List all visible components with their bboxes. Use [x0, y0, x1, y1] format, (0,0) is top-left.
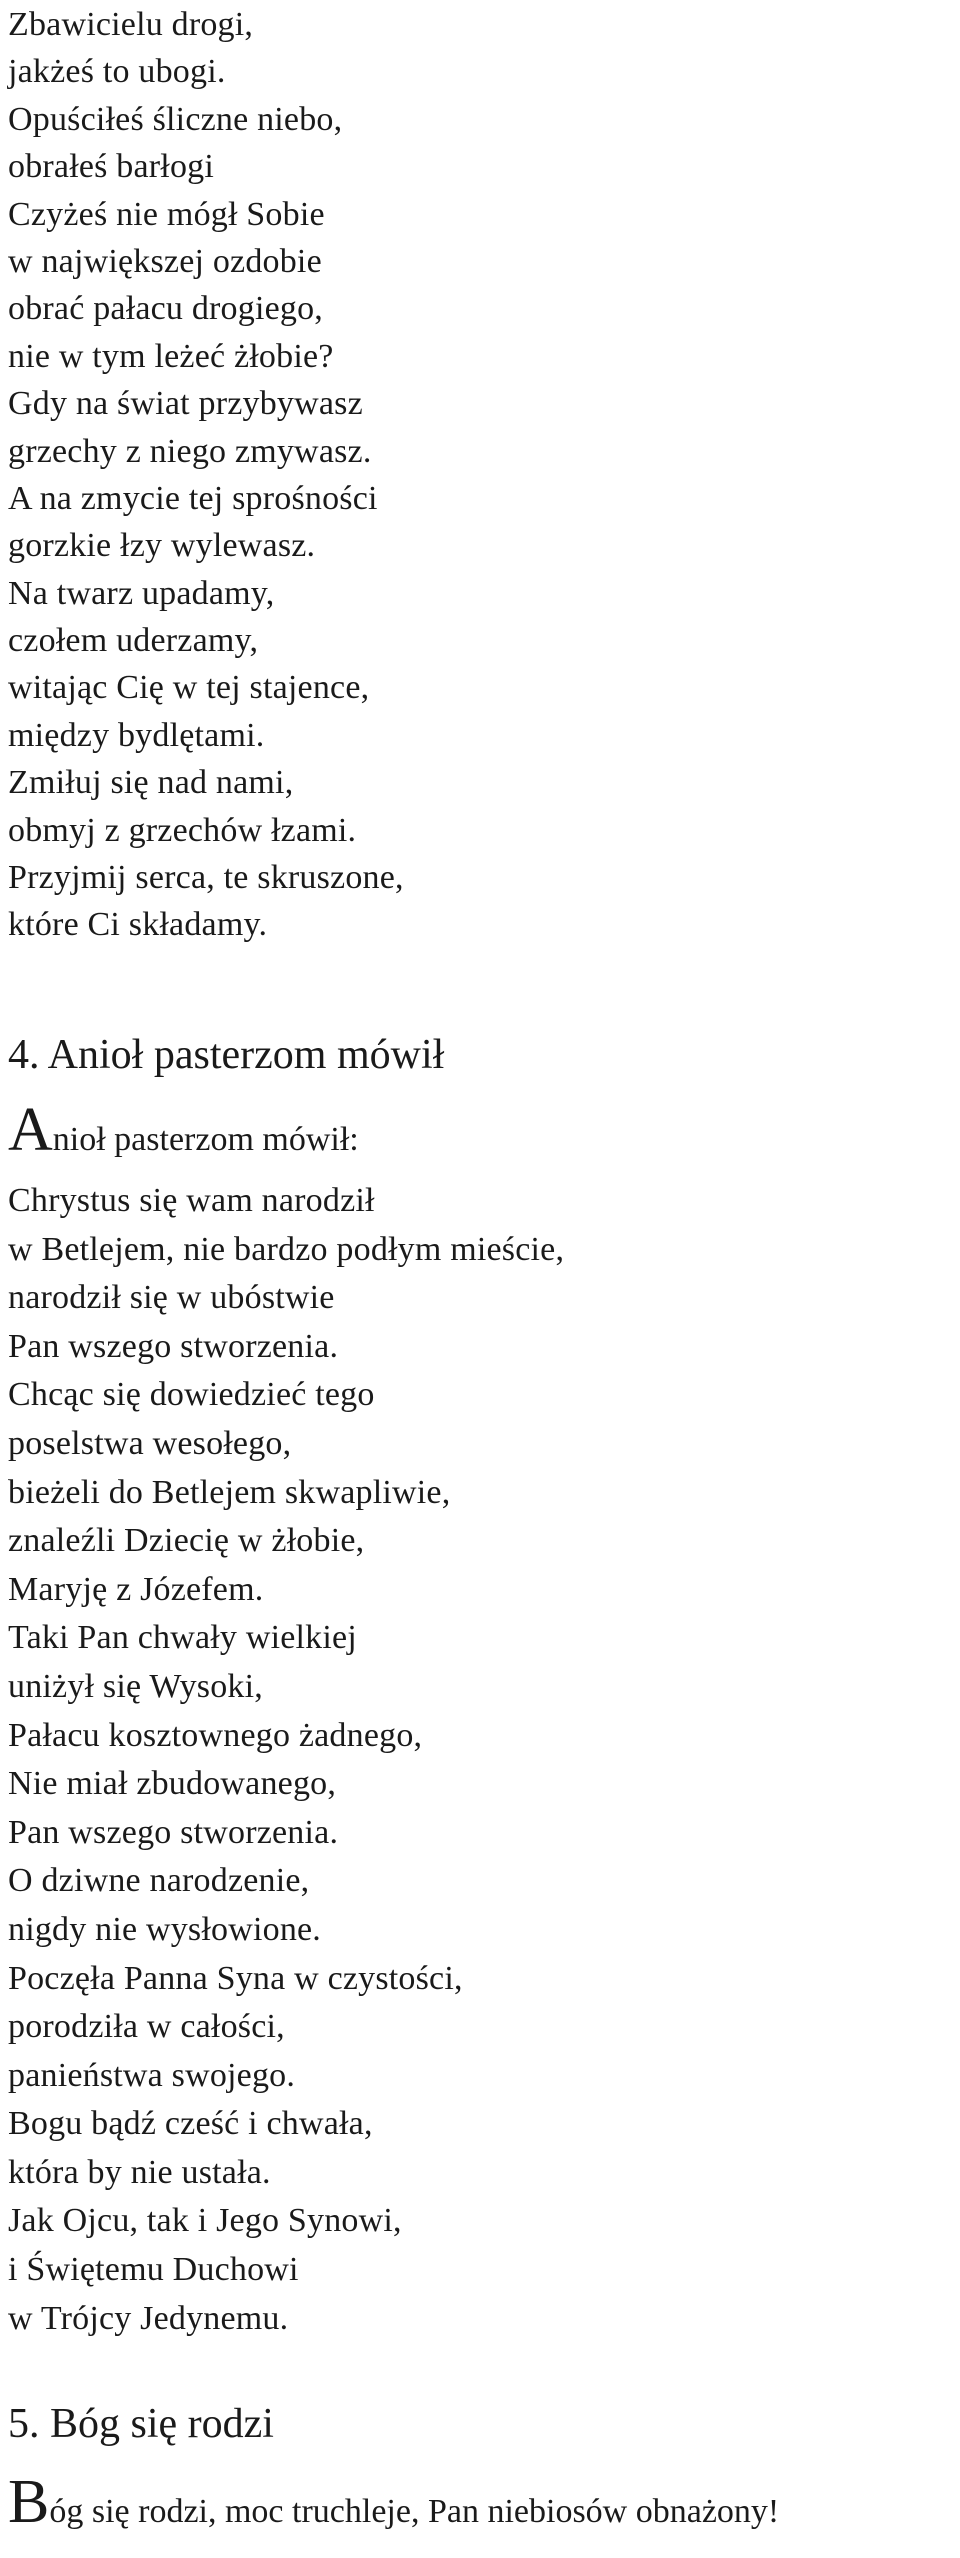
- lyric-line: jakżeś to ubogi.: [8, 53, 226, 91]
- lyric-line: w największej ozdobie: [8, 242, 322, 280]
- lyric-line: Gdy na świat przybywasz: [8, 385, 363, 423]
- lyric-line: grzechy z niego zmywasz.: [8, 432, 372, 470]
- lyric-line: i Świętemu Duchowi: [8, 2251, 299, 2289]
- lyric-line: znaleźli Dziecię w żłobie,: [8, 1522, 365, 1560]
- lyric-line: Maryję z Józefem.: [8, 1570, 264, 1608]
- song-4-title: 4. Anioł pasterzom mówił: [8, 1032, 445, 1078]
- lyric-line: które Ci składamy.: [8, 906, 268, 944]
- lyric-line: Na twarz upadamy,: [8, 574, 275, 612]
- lyric-line: Zbawicielu drogi,: [8, 6, 254, 43]
- lyric-line: Taki Pan chwały wielkiej: [8, 1619, 357, 1657]
- lyric-line: która by nie ustała.: [8, 2153, 271, 2191]
- stanza-previous-song: [8, 1, 404, 949]
- lyric-line: Pan wszego stworzenia.: [8, 1327, 339, 1365]
- song-4-lyrics: [8, 1177, 564, 2343]
- lyric-line: porodziła w całości,: [8, 2008, 285, 2046]
- song-5-title: 5. Bóg się rodzi: [8, 2401, 274, 2447]
- lyric-line: między bydlętami.: [8, 716, 265, 754]
- lyric-line: witając Cię w tej stajence,: [8, 669, 370, 707]
- lyric-line: Nie miał zbudowanego,: [8, 1765, 337, 1803]
- lyric-line: w Trójcy Jedynemu.: [8, 2299, 289, 2337]
- lyric-line: nie w tym leżeć żłobie?: [8, 337, 334, 375]
- lyric-line: nigdy nie wysłowione.: [8, 1910, 322, 1948]
- lyric-line: Opuściłeś śliczne niebo,: [8, 100, 343, 138]
- lyric-line: uniżył się Wysoki,: [8, 1667, 263, 1705]
- lyric-line: Chrystus się wam narodził: [8, 1182, 375, 1219]
- lyric-line: obmyj z grzechów łzami.: [8, 811, 357, 849]
- drop-cap-letter: A: [8, 1096, 53, 1164]
- drop-cap-letter: B: [8, 2468, 50, 2536]
- lyric-line: Poczęła Panna Syna w czystości,: [8, 1959, 463, 1997]
- lyric-line: Jak Ojcu, tak i Jego Synowi,: [8, 2202, 402, 2240]
- lyric-line: w Betlejem, nie bardzo podłym mieście,: [8, 1230, 565, 1268]
- first-line-text: nioł pasterzom mówił:: [52, 1121, 359, 1158]
- lyric-line: gorzkie łzy wylewasz.: [8, 527, 316, 565]
- lyric-line: bieżeli do Betlejem skwapliwie,: [8, 1473, 451, 1511]
- lyric-line: czołem uderzamy,: [8, 622, 259, 660]
- lyric-line: Przyjmij serca, te skruszone,: [8, 859, 404, 897]
- lyric-line: A na zmycie tej sprośności: [8, 479, 378, 517]
- first-line-text: óg się rodzi, moc truchleje, Pan niebiosów obnażony!: [49, 2493, 780, 2530]
- song-4-first-line: [8, 1090, 359, 1170]
- lyric-line: Zmiłuj się nad nami,: [8, 764, 294, 802]
- lyric-line: Czyżeś nie mógł Sobie: [8, 195, 325, 233]
- lyric-line: Chcąc się dowiedzieć tego: [8, 1376, 375, 1414]
- lyric-line: obrałeś barłogi: [8, 148, 214, 186]
- lyric-line: obrać pałacu drogiego,: [8, 290, 323, 328]
- lyric-line: Pałacu kosztownego żadnego,: [8, 1716, 423, 1754]
- lyric-line: Bogu bądź cześć i chwała,: [8, 2105, 373, 2143]
- lyric-line: panieństwa swojego.: [8, 2056, 296, 2094]
- lyric-line: Pan wszego stworzenia.: [8, 1813, 339, 1851]
- song-5-first-line: [8, 2462, 779, 2542]
- lyric-line: poselstwa wesołego,: [8, 1424, 292, 1462]
- lyric-line: narodził się w ubóstwie: [8, 1279, 335, 1317]
- lyric-line: O dziwne narodzenie,: [8, 1862, 310, 1900]
